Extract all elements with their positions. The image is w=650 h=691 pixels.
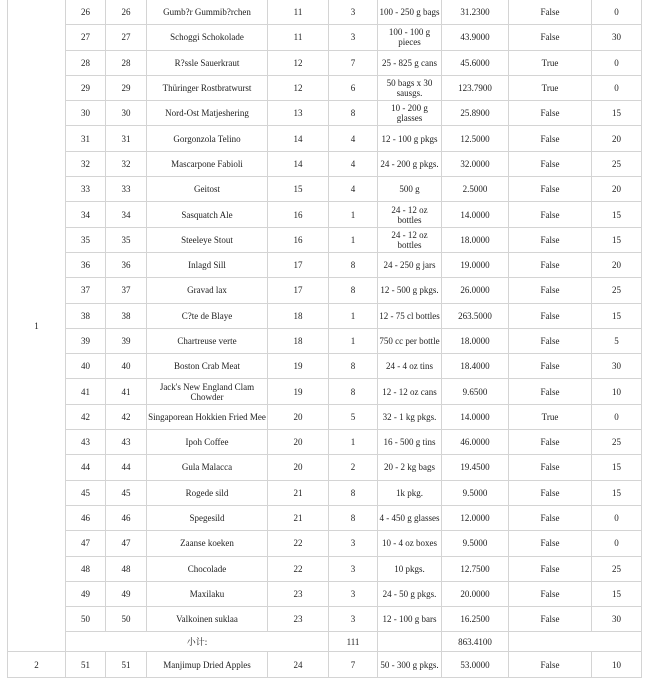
row-number-cell: 32 bbox=[66, 151, 106, 176]
category-id-cell: 7 bbox=[329, 50, 378, 75]
table-row bbox=[8, 75, 642, 100]
product-id-cell: 46 bbox=[106, 505, 147, 530]
table-row bbox=[8, 25, 642, 50]
row-number-cell: 48 bbox=[66, 556, 106, 581]
reorder-level-cell: 30 bbox=[592, 607, 642, 632]
quantity-per-unit-cell: 100 - 250 g bags bbox=[378, 0, 442, 25]
table-row bbox=[8, 303, 642, 328]
reorder-level-cell: 15 bbox=[592, 455, 642, 480]
unit-price-cell: 45.6000 bbox=[442, 50, 509, 75]
category-id-cell: 8 bbox=[329, 480, 378, 505]
product-id-cell: 38 bbox=[106, 303, 147, 328]
discontinued-cell: False bbox=[509, 652, 592, 677]
reorder-level-cell: 10 bbox=[592, 379, 642, 404]
category-id-cell: 6 bbox=[329, 75, 378, 100]
quantity-per-unit-cell: 24 - 4 oz tins bbox=[378, 354, 442, 379]
quantity-per-unit-cell: 24 - 200 g pkgs. bbox=[378, 151, 442, 176]
unit-price-cell: 2.5000 bbox=[442, 177, 509, 202]
quantity-per-unit-cell: 4 - 450 g glasses bbox=[378, 505, 442, 530]
row-number-cell: 41 bbox=[66, 379, 106, 404]
unit-price-cell: 9.5000 bbox=[442, 480, 509, 505]
unit-price-cell: 19.4500 bbox=[442, 455, 509, 480]
row-number-cell: 31 bbox=[66, 126, 106, 151]
subtotal-price-sum: 863.4100 bbox=[442, 632, 509, 652]
supplier-id-cell: 20 bbox=[268, 430, 329, 455]
category-id-cell: 1 bbox=[329, 202, 378, 227]
category-id-cell: 8 bbox=[329, 278, 378, 303]
row-number-cell: 43 bbox=[66, 430, 106, 455]
supplier-id-cell: 24 bbox=[268, 652, 329, 677]
product-id-cell: 28 bbox=[106, 50, 147, 75]
unit-price-cell: 12.0000 bbox=[442, 505, 509, 530]
grid-body bbox=[8, 0, 642, 677]
row-number-cell: 36 bbox=[66, 252, 106, 277]
table-row bbox=[8, 505, 642, 530]
table-row bbox=[8, 126, 642, 151]
discontinued-cell: False bbox=[509, 0, 592, 25]
quantity-per-unit-cell: 10 pkgs. bbox=[378, 556, 442, 581]
product-name-cell: Manjimup Dried Apples bbox=[147, 652, 268, 677]
product-id-cell: 32 bbox=[106, 151, 147, 176]
supplier-id-cell: 11 bbox=[268, 0, 329, 25]
category-id-cell: 8 bbox=[329, 252, 378, 277]
category-id-cell: 3 bbox=[329, 581, 378, 606]
supplier-id-cell: 23 bbox=[268, 607, 329, 632]
quantity-per-unit-cell: 50 - 300 g pkgs. bbox=[378, 652, 442, 677]
table-row bbox=[8, 328, 642, 353]
unit-price-cell: 9.6500 bbox=[442, 379, 509, 404]
category-id-cell: 3 bbox=[329, 0, 378, 25]
product-name-cell: Jack's New England Clam Chowder bbox=[147, 379, 268, 404]
discontinued-cell: False bbox=[509, 202, 592, 227]
unit-price-cell: 53.0000 bbox=[442, 652, 509, 677]
discontinued-cell: False bbox=[509, 480, 592, 505]
discontinued-cell: False bbox=[509, 177, 592, 202]
product-id-cell: 39 bbox=[106, 328, 147, 353]
discontinued-cell: False bbox=[509, 25, 592, 50]
category-id-cell: 8 bbox=[329, 101, 378, 126]
table-row bbox=[8, 278, 642, 303]
discontinued-cell: False bbox=[509, 531, 592, 556]
product-id-cell: 26 bbox=[106, 0, 147, 25]
supplier-id-cell: 18 bbox=[268, 328, 329, 353]
product-id-cell: 45 bbox=[106, 480, 147, 505]
supplier-id-cell: 17 bbox=[268, 278, 329, 303]
row-number-cell: 38 bbox=[66, 303, 106, 328]
row-number-cell: 42 bbox=[66, 404, 106, 429]
product-id-cell: 36 bbox=[106, 252, 147, 277]
product-name-cell: Mascarpone Fabioli bbox=[147, 151, 268, 176]
product-name-cell: Gravad lax bbox=[147, 278, 268, 303]
reorder-level-cell: 20 bbox=[592, 177, 642, 202]
table-row bbox=[8, 50, 642, 75]
discontinued-cell: False bbox=[509, 505, 592, 530]
row-number-cell: 35 bbox=[66, 227, 106, 252]
quantity-per-unit-cell: 12 - 100 g pkgs bbox=[378, 126, 442, 151]
reorder-level-cell: 15 bbox=[592, 101, 642, 126]
subtotal-blank bbox=[378, 632, 442, 652]
reorder-level-cell: 0 bbox=[592, 75, 642, 100]
product-id-cell: 35 bbox=[106, 227, 147, 252]
discontinued-cell: True bbox=[509, 75, 592, 100]
quantity-per-unit-cell: 32 - 1 kg pkgs. bbox=[378, 404, 442, 429]
category-id-cell: 3 bbox=[329, 25, 378, 50]
reorder-level-cell: 25 bbox=[592, 430, 642, 455]
category-id-cell: 7 bbox=[329, 652, 378, 677]
reorder-level-cell: 25 bbox=[592, 278, 642, 303]
row-number-cell: 30 bbox=[66, 101, 106, 126]
quantity-per-unit-cell: 12 - 100 g bars bbox=[378, 607, 442, 632]
table-row bbox=[8, 480, 642, 505]
row-number-cell: 49 bbox=[66, 581, 106, 606]
subtotal-blank bbox=[509, 632, 642, 652]
quantity-per-unit-cell: 10 - 200 g glasses bbox=[378, 101, 442, 126]
reorder-level-cell: 0 bbox=[592, 50, 642, 75]
unit-price-cell: 9.5000 bbox=[442, 531, 509, 556]
table-row bbox=[8, 607, 642, 632]
unit-price-cell: 14.0000 bbox=[442, 202, 509, 227]
quantity-per-unit-cell: 12 - 75 cl bottles bbox=[378, 303, 442, 328]
table-row bbox=[8, 151, 642, 176]
row-number-cell: 29 bbox=[66, 75, 106, 100]
quantity-per-unit-cell: 750 cc per bottle bbox=[378, 328, 442, 353]
reorder-level-cell: 15 bbox=[592, 303, 642, 328]
supplier-id-cell: 19 bbox=[268, 354, 329, 379]
reorder-level-cell: 20 bbox=[592, 126, 642, 151]
quantity-per-unit-cell: 12 - 12 oz cans bbox=[378, 379, 442, 404]
product-id-cell: 48 bbox=[106, 556, 147, 581]
product-name-cell: Valkoinen suklaa bbox=[147, 607, 268, 632]
table-row bbox=[8, 252, 642, 277]
table-row bbox=[8, 101, 642, 126]
product-name-cell: Inlagd Sill bbox=[147, 252, 268, 277]
product-name-cell: Chartreuse verte bbox=[147, 328, 268, 353]
unit-price-cell: 16.2500 bbox=[442, 607, 509, 632]
table-row bbox=[8, 404, 642, 429]
reorder-level-cell: 15 bbox=[592, 202, 642, 227]
discontinued-cell: False bbox=[509, 278, 592, 303]
table-row bbox=[8, 0, 642, 25]
discontinued-cell: False bbox=[509, 227, 592, 252]
discontinued-cell: False bbox=[509, 252, 592, 277]
discontinued-cell: False bbox=[509, 328, 592, 353]
row-number-cell: 46 bbox=[66, 505, 106, 530]
row-number-cell: 45 bbox=[66, 480, 106, 505]
discontinued-cell: False bbox=[509, 455, 592, 480]
product-id-cell: 33 bbox=[106, 177, 147, 202]
discontinued-cell: False bbox=[509, 430, 592, 455]
unit-price-cell: 12.5000 bbox=[442, 126, 509, 151]
table-row bbox=[8, 581, 642, 606]
product-id-cell: 47 bbox=[106, 531, 147, 556]
supplier-id-cell: 12 bbox=[268, 75, 329, 100]
supplier-id-cell: 20 bbox=[268, 455, 329, 480]
reorder-level-cell: 30 bbox=[592, 354, 642, 379]
product-name-cell: Sasquatch Ale bbox=[147, 202, 268, 227]
product-id-cell: 43 bbox=[106, 430, 147, 455]
discontinued-cell: False bbox=[509, 151, 592, 176]
category-id-cell: 4 bbox=[329, 151, 378, 176]
supplier-id-cell: 11 bbox=[268, 25, 329, 50]
product-name-cell: Gorgonzola Telino bbox=[147, 126, 268, 151]
discontinued-cell: False bbox=[509, 607, 592, 632]
table-row bbox=[8, 354, 642, 379]
product-name-cell: Chocolade bbox=[147, 556, 268, 581]
reorder-level-cell: 0 bbox=[592, 531, 642, 556]
supplier-id-cell: 18 bbox=[268, 303, 329, 328]
category-id-cell: 1 bbox=[329, 303, 378, 328]
row-number-cell: 50 bbox=[66, 607, 106, 632]
product-name-cell: Nord-Ost Matjeshering bbox=[147, 101, 268, 126]
discontinued-cell: False bbox=[509, 581, 592, 606]
table-row bbox=[8, 227, 642, 252]
supplier-id-cell: 22 bbox=[268, 531, 329, 556]
product-name-cell: Spegesild bbox=[147, 505, 268, 530]
quantity-per-unit-cell: 12 - 500 g pkgs. bbox=[378, 278, 442, 303]
product-id-cell: 30 bbox=[106, 101, 147, 126]
product-id-cell: 42 bbox=[106, 404, 147, 429]
discontinued-cell: True bbox=[509, 404, 592, 429]
unit-price-cell: 46.0000 bbox=[442, 430, 509, 455]
table-row bbox=[8, 379, 642, 404]
category-id-cell: 1 bbox=[329, 328, 378, 353]
quantity-per-unit-cell: 24 - 250 g jars bbox=[378, 252, 442, 277]
row-number-cell: 28 bbox=[66, 50, 106, 75]
unit-price-cell: 19.0000 bbox=[442, 252, 509, 277]
supplier-id-cell: 23 bbox=[268, 581, 329, 606]
unit-price-cell: 43.9000 bbox=[442, 25, 509, 50]
row-number-cell: 47 bbox=[66, 531, 106, 556]
product-name-cell: Schoggi Schokolade bbox=[147, 25, 268, 50]
category-id-cell: 4 bbox=[329, 177, 378, 202]
product-id-cell: 51 bbox=[106, 652, 147, 677]
discontinued-cell: False bbox=[509, 101, 592, 126]
product-name-cell: Rogede sild bbox=[147, 480, 268, 505]
reorder-level-cell: 0 bbox=[592, 505, 642, 530]
row-number-cell: 27 bbox=[66, 25, 106, 50]
quantity-per-unit-cell: 50 bags x 30 sausgs. bbox=[378, 75, 442, 100]
unit-price-cell: 32.0000 bbox=[442, 151, 509, 176]
category-id-cell: 8 bbox=[329, 354, 378, 379]
product-id-cell: 41 bbox=[106, 379, 147, 404]
category-id-cell: 1 bbox=[329, 227, 378, 252]
unit-price-cell: 25.8900 bbox=[442, 101, 509, 126]
supplier-id-cell: 21 bbox=[268, 505, 329, 530]
category-id-cell: 1 bbox=[329, 430, 378, 455]
discontinued-cell: False bbox=[509, 126, 592, 151]
supplier-id-cell: 16 bbox=[268, 202, 329, 227]
table-row bbox=[8, 531, 642, 556]
product-id-cell: 27 bbox=[106, 25, 147, 50]
product-name-cell: Maxilaku bbox=[147, 581, 268, 606]
table-row bbox=[8, 430, 642, 455]
table-row bbox=[8, 652, 642, 677]
supplier-id-cell: 20 bbox=[268, 404, 329, 429]
discontinued-cell: False bbox=[509, 303, 592, 328]
reorder-level-cell: 0 bbox=[592, 0, 642, 25]
table-row bbox=[8, 177, 642, 202]
discontinued-cell: False bbox=[509, 354, 592, 379]
product-id-cell: 49 bbox=[106, 581, 147, 606]
supplier-id-cell: 14 bbox=[268, 126, 329, 151]
product-name-cell: Singaporean Hokkien Fried Mee bbox=[147, 404, 268, 429]
unit-price-cell: 31.2300 bbox=[442, 0, 509, 25]
table-row bbox=[8, 202, 642, 227]
product-id-cell: 31 bbox=[106, 126, 147, 151]
reorder-level-cell: 25 bbox=[592, 556, 642, 581]
quantity-per-unit-cell: 24 - 50 g pkgs. bbox=[378, 581, 442, 606]
row-number-cell: 40 bbox=[66, 354, 106, 379]
unit-price-cell: 18.4000 bbox=[442, 354, 509, 379]
row-number-cell: 37 bbox=[66, 278, 106, 303]
product-id-cell: 50 bbox=[106, 607, 147, 632]
reorder-level-cell: 10 bbox=[592, 652, 642, 677]
discontinued-cell: True bbox=[509, 50, 592, 75]
unit-price-cell: 20.0000 bbox=[442, 581, 509, 606]
row-number-cell: 34 bbox=[66, 202, 106, 227]
reorder-level-cell: 25 bbox=[592, 151, 642, 176]
products-grid bbox=[7, 0, 642, 678]
supplier-id-cell: 14 bbox=[268, 151, 329, 176]
category-id-cell: 8 bbox=[329, 505, 378, 530]
product-id-cell: 44 bbox=[106, 455, 147, 480]
supplier-id-cell: 22 bbox=[268, 556, 329, 581]
unit-price-cell: 123.7900 bbox=[442, 75, 509, 100]
product-name-cell: Ipoh Coffee bbox=[147, 430, 268, 455]
product-name-cell: Geitost bbox=[147, 177, 268, 202]
reorder-level-cell: 15 bbox=[592, 581, 642, 606]
quantity-per-unit-cell: 500 g bbox=[378, 177, 442, 202]
unit-price-cell: 18.0000 bbox=[442, 328, 509, 353]
product-id-cell: 29 bbox=[106, 75, 147, 100]
row-number-cell: 33 bbox=[66, 177, 106, 202]
unit-price-cell: 14.0000 bbox=[442, 404, 509, 429]
subtotal-category-sum: 111 bbox=[329, 632, 378, 652]
category-id-cell: 2 bbox=[329, 455, 378, 480]
product-name-cell: Gumb?r Gummib?rchen bbox=[147, 0, 268, 25]
reorder-level-cell: 5 bbox=[592, 328, 642, 353]
product-name-cell: Gula Malacca bbox=[147, 455, 268, 480]
row-number-cell: 44 bbox=[66, 455, 106, 480]
category-id-cell: 3 bbox=[329, 531, 378, 556]
table-row bbox=[8, 556, 642, 581]
unit-price-cell: 18.0000 bbox=[442, 227, 509, 252]
category-id-cell: 3 bbox=[329, 607, 378, 632]
quantity-per-unit-cell: 24 - 12 oz bottles bbox=[378, 202, 442, 227]
discontinued-cell: False bbox=[509, 556, 592, 581]
product-id-cell: 37 bbox=[106, 278, 147, 303]
group-label-cell: 1 bbox=[8, 0, 66, 652]
category-id-cell: 4 bbox=[329, 126, 378, 151]
quantity-per-unit-cell: 24 - 12 oz bottles bbox=[378, 227, 442, 252]
supplier-id-cell: 19 bbox=[268, 379, 329, 404]
row-number-cell: 39 bbox=[66, 328, 106, 353]
quantity-per-unit-cell: 25 - 825 g cans bbox=[378, 50, 442, 75]
group-label-cell: 2 bbox=[8, 652, 66, 677]
quantity-per-unit-cell: 16 - 500 g tins bbox=[378, 430, 442, 455]
unit-price-cell: 12.7500 bbox=[442, 556, 509, 581]
product-name-cell: Thüringer Rostbratwurst bbox=[147, 75, 268, 100]
reorder-level-cell: 15 bbox=[592, 227, 642, 252]
subtotal-row bbox=[8, 632, 642, 652]
quantity-per-unit-cell: 10 - 4 oz boxes bbox=[378, 531, 442, 556]
quantity-per-unit-cell: 20 - 2 kg bags bbox=[378, 455, 442, 480]
quantity-per-unit-cell: 100 - 100 g pieces bbox=[378, 25, 442, 50]
table-row bbox=[8, 455, 642, 480]
unit-price-cell: 263.5000 bbox=[442, 303, 509, 328]
product-id-cell: 34 bbox=[106, 202, 147, 227]
category-id-cell: 5 bbox=[329, 404, 378, 429]
row-number-cell: 51 bbox=[66, 652, 106, 677]
category-id-cell: 3 bbox=[329, 556, 378, 581]
product-name-cell: Zaanse koeken bbox=[147, 531, 268, 556]
category-id-cell: 8 bbox=[329, 379, 378, 404]
product-name-cell: R?ssle Sauerkraut bbox=[147, 50, 268, 75]
discontinued-cell: False bbox=[509, 379, 592, 404]
reorder-level-cell: 15 bbox=[592, 480, 642, 505]
product-name-cell: C?te de Blaye bbox=[147, 303, 268, 328]
product-name-cell: Boston Crab Meat bbox=[147, 354, 268, 379]
product-name-cell: Steeleye Stout bbox=[147, 227, 268, 252]
supplier-id-cell: 21 bbox=[268, 480, 329, 505]
supplier-id-cell: 13 bbox=[268, 101, 329, 126]
row-number-cell: 26 bbox=[66, 0, 106, 25]
reorder-level-cell: 30 bbox=[592, 25, 642, 50]
supplier-id-cell: 12 bbox=[268, 50, 329, 75]
supplier-id-cell: 17 bbox=[268, 252, 329, 277]
reorder-level-cell: 20 bbox=[592, 252, 642, 277]
subtotal-label: 小计: bbox=[66, 632, 329, 652]
product-id-cell: 40 bbox=[106, 354, 147, 379]
reorder-level-cell: 0 bbox=[592, 404, 642, 429]
quantity-per-unit-cell: 1k pkg. bbox=[378, 480, 442, 505]
supplier-id-cell: 15 bbox=[268, 177, 329, 202]
unit-price-cell: 26.0000 bbox=[442, 278, 509, 303]
supplier-id-cell: 16 bbox=[268, 227, 329, 252]
